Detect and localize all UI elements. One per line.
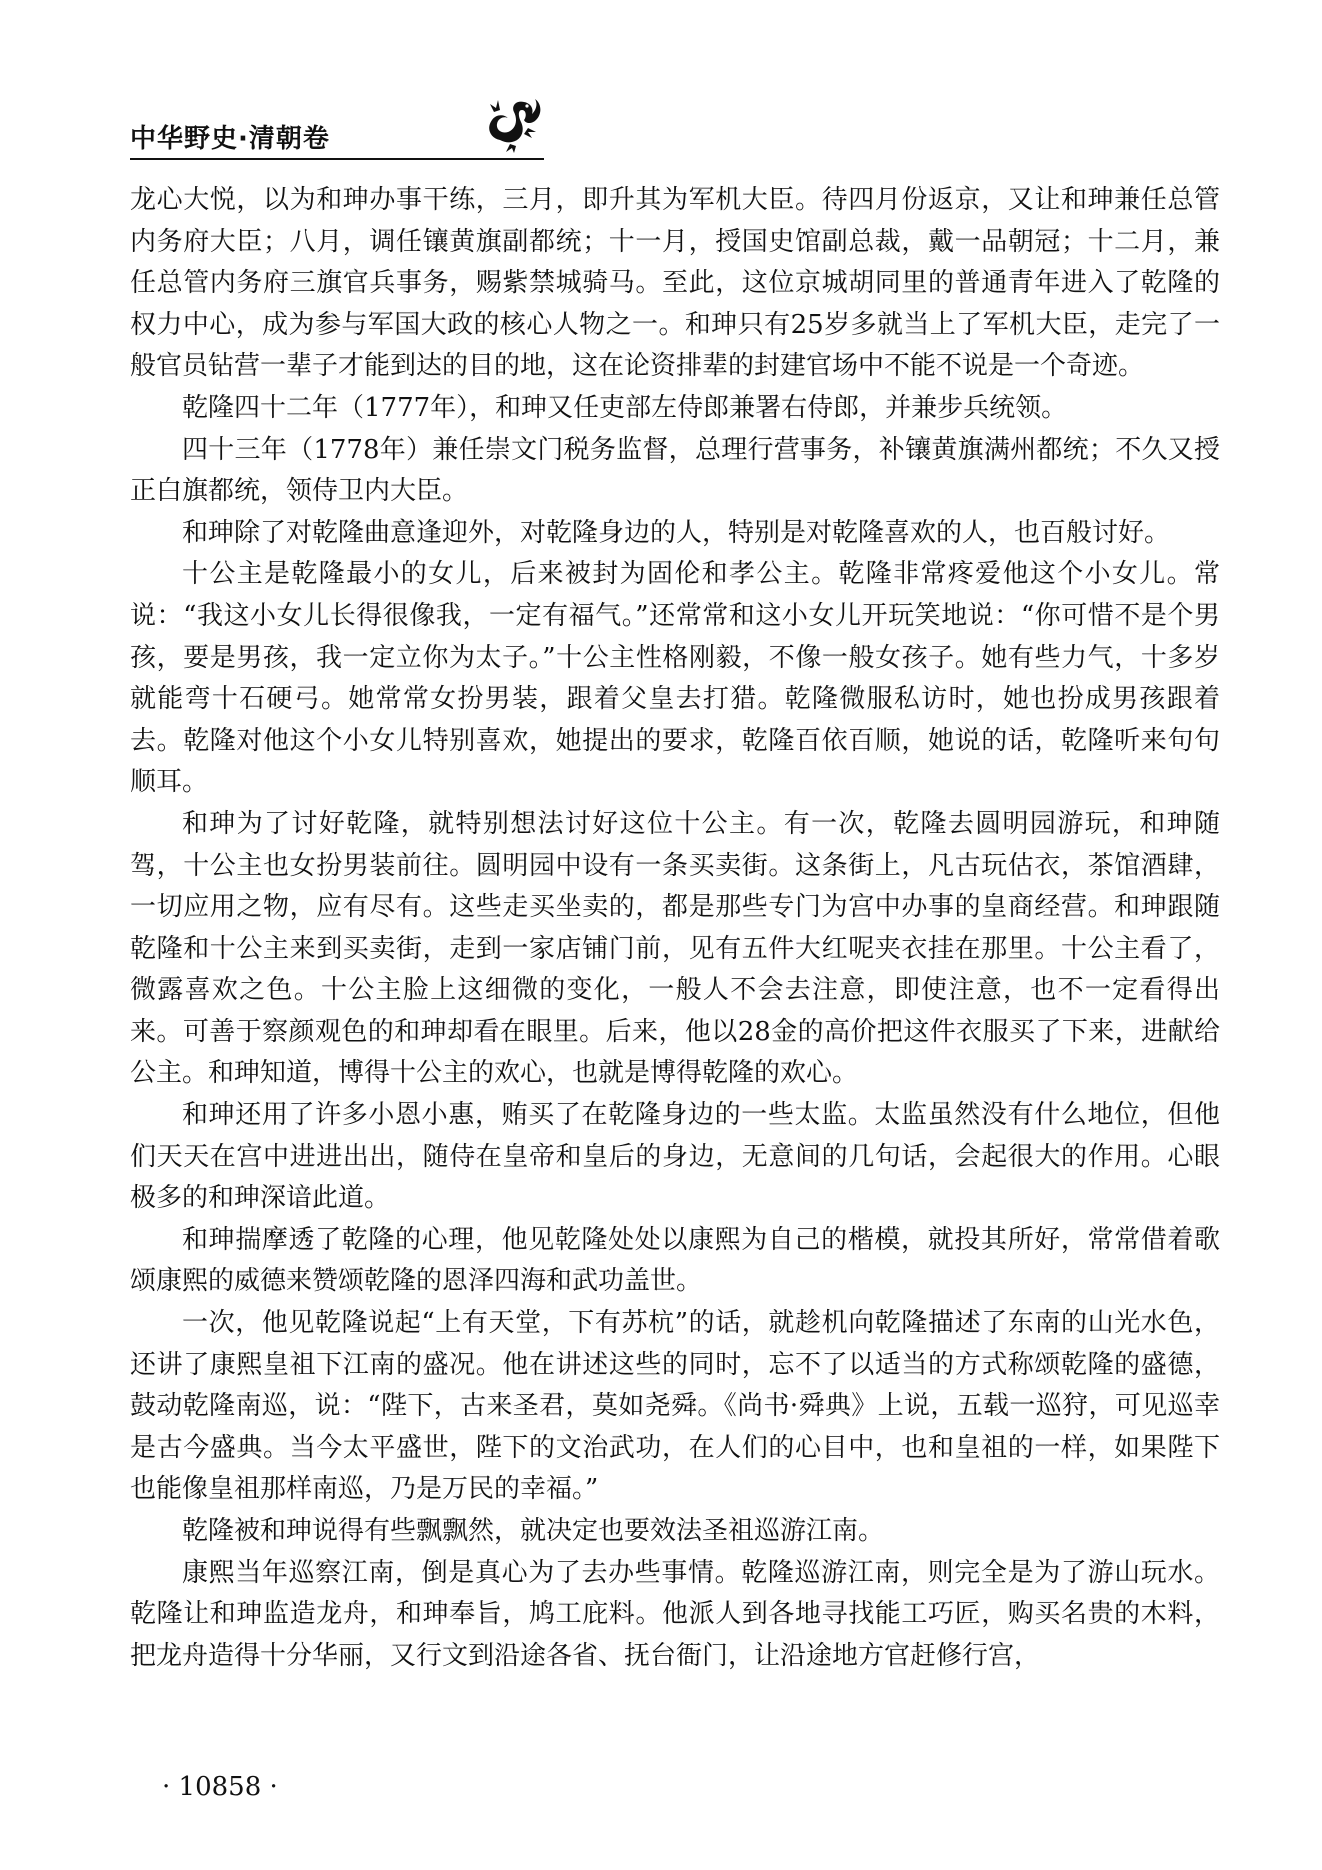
book-title: 中华野史·清朝卷 xyxy=(130,124,330,154)
running-header xyxy=(130,88,544,158)
paragraph: 十公主是乾隆最小的女儿，后来被封为固伦和孝公主。乾隆非常疼爱他这个小女儿。常说：“我这小女儿长得很像我，一定有福气。”还常常和这小女儿开玩笑地说：“你可惜不是个男孩，要是男孩，我一定立你为太子。”十公主性格刚毅，不像一般女孩子。她有些力气，十多岁就能弯十石硬弓。她常常女扮男装，跟着父皇去打猎。乾隆微服私访时，她也扮成男孩跟着去。乾隆对他这个小女儿特别喜欢，她提出的要求，乾隆百依百顺，她说的话，乾隆听来句句顺耳。 xyxy=(130,559,1220,798)
paragraph: 一次，他见乾隆说起“上有天堂，下有苏杭”的话，就趁机向乾隆描述了东南的山光水色，还讲了康熙皇祖下江南的盛况。他在讲述这些的同时，忘不了以适当的方式称颂乾隆的盛德，鼓动乾隆南巡，说：“陛下，古来圣君，莫如尧舜。《尚书·舜典》上说，五载一巡狩，可见巡幸是古今盛典。当今太平盛世，陛下的文治武功，在人们的心目中，也和皇祖的一样，如果陛下也能像皇祖那样南巡，乃是万民的幸福。” xyxy=(130,1308,1220,1505)
paragraph: 乾隆被和珅说得有些飘飘然，就决定也要效法圣祖巡游江南。 xyxy=(182,1516,885,1546)
paragraph: 和珅为了讨好乾隆，就特别想法讨好这位十公主。有一次，乾隆去圆明园游玩，和珅随驾，十公主也女扮男装前往。圆明园中设有一条买卖街。这条街上，凡古玩估衣，茶馆酒肆，一切应用之物，应有尽有。这些走买坐卖的，都是那些专门为宫中办事的皇商经营。和珅跟随乾隆和十公主来到买卖街，走到一家店铺门前，见有五件大红呢夹衣挂在那里。十公主看了，微露喜欢之色。十公主脸上这细微的变化，一般人不会去注意，即使注意，也不一定看得出来。可善于察颜观色的和珅却看在眼里。后来，他以28金的高价把这件衣服买了下来，进献给公主。和珅知道，博得十公主的欢心，也就是博得乾隆的欢心。 xyxy=(130,808,1220,1089)
paragraph: 康熙当年巡察江南，倒是真心为了去办些事情。乾隆巡游江南，则完全是为了游山玩水。乾隆让和珅监造龙舟，和珅奉旨，鸠工庇料。他派人到各地寻找能工巧匠，购买名贵的木料，把龙舟造得十分华丽，又行文到沿途各省、抚台衙门，让沿途地方官赶修行宫， xyxy=(130,1557,1220,1671)
paragraph: 和珅揣摩透了乾隆的心理，他见乾隆处处以康熙为自己的楷模，就投其所好，常常借着歌颂康熙的威德来赞颂乾隆的恩泽四海和武功盖世。 xyxy=(130,1224,1220,1297)
paragraph: 和珅还用了许多小恩小惠，贿买了在乾隆身边的一些太监。太监虽然没有什么地位，但他们天天在宫中进进出出，随侍在皇帝和皇后的身边，无意间的几句话，会起很大的作用。心眼极多的和珅深谙此道。 xyxy=(130,1100,1220,1214)
paragraph: 乾隆四十二年（1777年），和珅又任吏部左侍郎兼署右侍郎，并兼步兵统领。 xyxy=(182,392,1068,423)
page-number: · 10858 · xyxy=(162,1772,278,1802)
paragraph: 龙心大悦，以为和珅办事干练，三月，即升其为军机大臣。待四月份返京，又让和珅兼任总管内务府大臣；八月，调任镶黄旗副都统；十一月，授国史馆副总裁，戴一品朝冠；十二月，兼任总管内务府三旗官兵事务，赐紫禁城骑马。至此，这位京城胡同里的普通青年进入了乾隆的权力中心，成为参与军国大政的核心人物之一。和珅只有25岁多就当上了军机大臣，走完了一般官员钻营一辈子才能到达的目的地，这在论资排辈的封建官场中不能不说是一个奇迹。 xyxy=(130,185,1220,382)
paragraph: 和珅除了对乾隆曲意逢迎外，对乾隆身边的人，特别是对乾隆喜欢的人，也百般讨好。 xyxy=(182,517,1171,548)
body-text xyxy=(130,180,1220,1677)
dragon-emblem-icon xyxy=(480,94,542,154)
paragraph: 四十三年（1778年）兼任崇文门税务监督，总理行营事务，补镶黄旗满州都统；不久又授正白旗都统，领侍卫内大臣。 xyxy=(130,434,1220,507)
header-rule xyxy=(130,158,544,160)
